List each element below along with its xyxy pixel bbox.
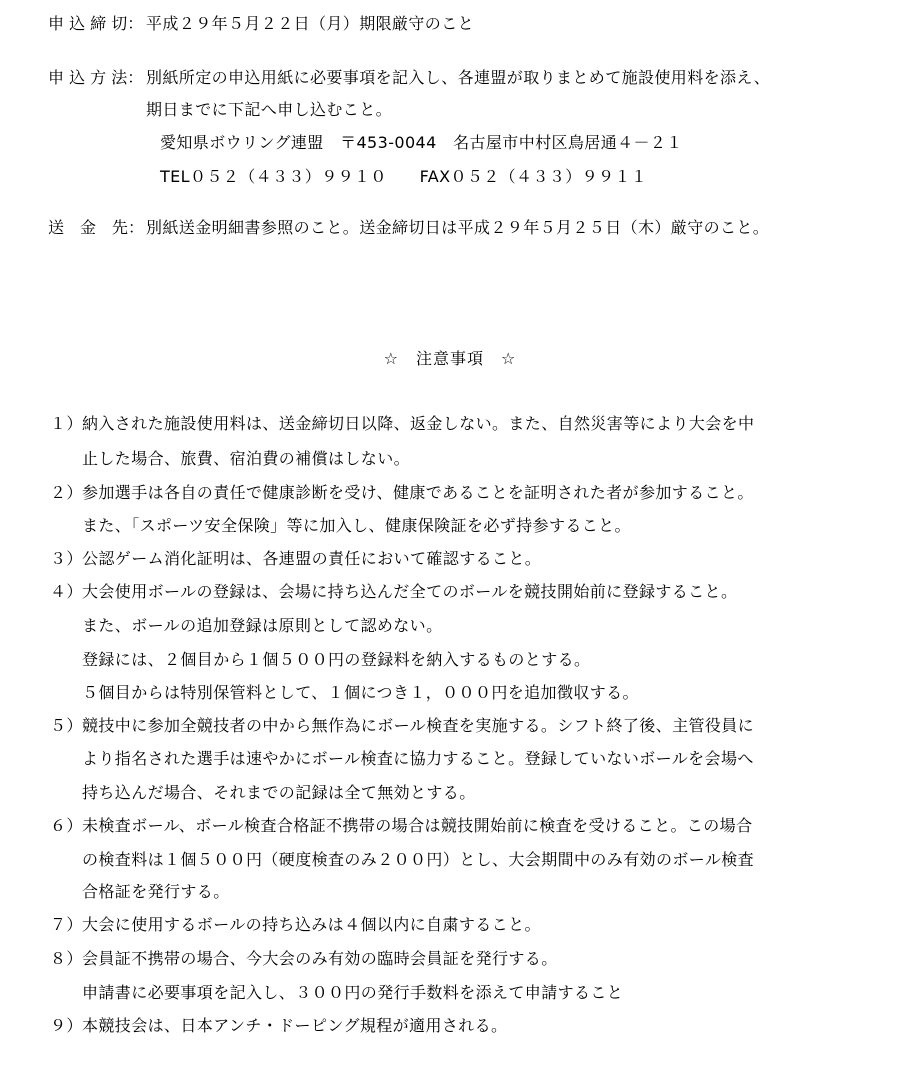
note-line: 止した場合、旅費、宿泊費の補償はしない。	[82, 449, 411, 468]
tel-fax-line: TEL０５２（４３３）９９１０ FAX０５２（４３３）９９１１	[160, 167, 648, 186]
notes-title: ☆ 注意事項 ☆	[383, 349, 517, 368]
note-line: 申請書に必要事項を記入し、３００円の発行手数料を添えて申請すること	[82, 983, 624, 1002]
note-line: 本競技会は、日本アンチ・ドーピング規程が適用される。	[82, 1016, 508, 1035]
note-number: ５）	[50, 716, 83, 735]
remit-label: 送 金 先：	[48, 218, 145, 237]
deadline-label: 申 込 締 切：	[48, 14, 144, 33]
note-number: ３）	[50, 549, 83, 568]
remit-text: 別紙送金明細書参照のこと。送金締切日は平成２９年５月２５日（木）厳守のこと。	[146, 218, 770, 237]
note-line: の検査料は１個５００円（硬度検査のみ２００円）とし、大会期間中のみ有効のボール検査	[82, 850, 755, 869]
note-line: また、「スポーツ安全保険」等に加入し、健康保険証を必ず持参すること。	[82, 516, 631, 535]
remit-row	[48, 218, 769, 238]
note-number: ９）	[50, 1016, 83, 1035]
method-row	[48, 68, 770, 88]
note-line: 納入された施設使用料は、送金締切日以降、返金しない。また、自然災害等により大会を中	[82, 414, 755, 433]
method-label: 申 込 方 法：	[48, 68, 144, 87]
note-line: 大会使用ボールの登録は、会場に持ち込んだ全てのボールを競技開始前に登録すること。	[82, 582, 738, 601]
note-line: 大会に使用するボールの持ち込みは４個以内に自粛すること。	[82, 915, 541, 934]
note-number: ７）	[50, 915, 83, 934]
address-line: 愛知県ボウリング連盟 〒453-0044 名古屋市中村区鳥居通４－２１	[160, 133, 683, 152]
note-line: 登録には、２個目から１個５００円の登録料を納入するものとする。	[82, 650, 591, 669]
note-number: １）	[50, 414, 83, 433]
note-line: 未検査ボール、ボール検査合格証不携帯の場合は競技開始前に検査を受けること。この場合	[82, 816, 753, 835]
note-line: 公認ゲーム消化証明は、各連盟の責任において確認すること。	[82, 549, 542, 568]
note-line: 参加選手は各自の責任で健康診断を受け、健康であることを証明された者が参加すること。	[82, 483, 754, 502]
note-line: 持ち込んだ場合、それまでの記録は全て無効とする。	[82, 783, 476, 802]
note-line: 競技中に参加全競技者の中から無作為にボール検査を実施する。シフト終了後、主管役員に	[82, 716, 755, 735]
deadline-text: 平成２９年５月２２日（月）期限厳守のこと	[146, 14, 475, 33]
note-number: ６）	[50, 816, 83, 835]
note-number: ２）	[50, 483, 83, 502]
note-line: 会員証不携帯の場合、今大会のみ有効の臨時会員証を発行する。	[82, 949, 558, 968]
note-number: ４）	[50, 582, 83, 601]
note-line: 合格証を発行する。	[82, 882, 230, 901]
note-number: ８）	[50, 949, 83, 968]
method-text-1: 別紙所定の申込用紙に必要事項を記入し、各連盟が取りまとめて施設使用料を添え、	[146, 68, 771, 87]
note-line: ５個目からは特別保管料として、１個につき１，０００円を追加徴収する。	[82, 683, 639, 702]
note-line: また、ボールの追加登録は原則として認めない。	[82, 616, 443, 635]
deadline-row	[48, 14, 474, 34]
note-line: より指名された選手は速やかにボール検査に協力すること。登録していないボールを会場へ	[82, 749, 754, 768]
method-text-2: 期日までに下記へ申し込むこと。	[146, 100, 393, 119]
